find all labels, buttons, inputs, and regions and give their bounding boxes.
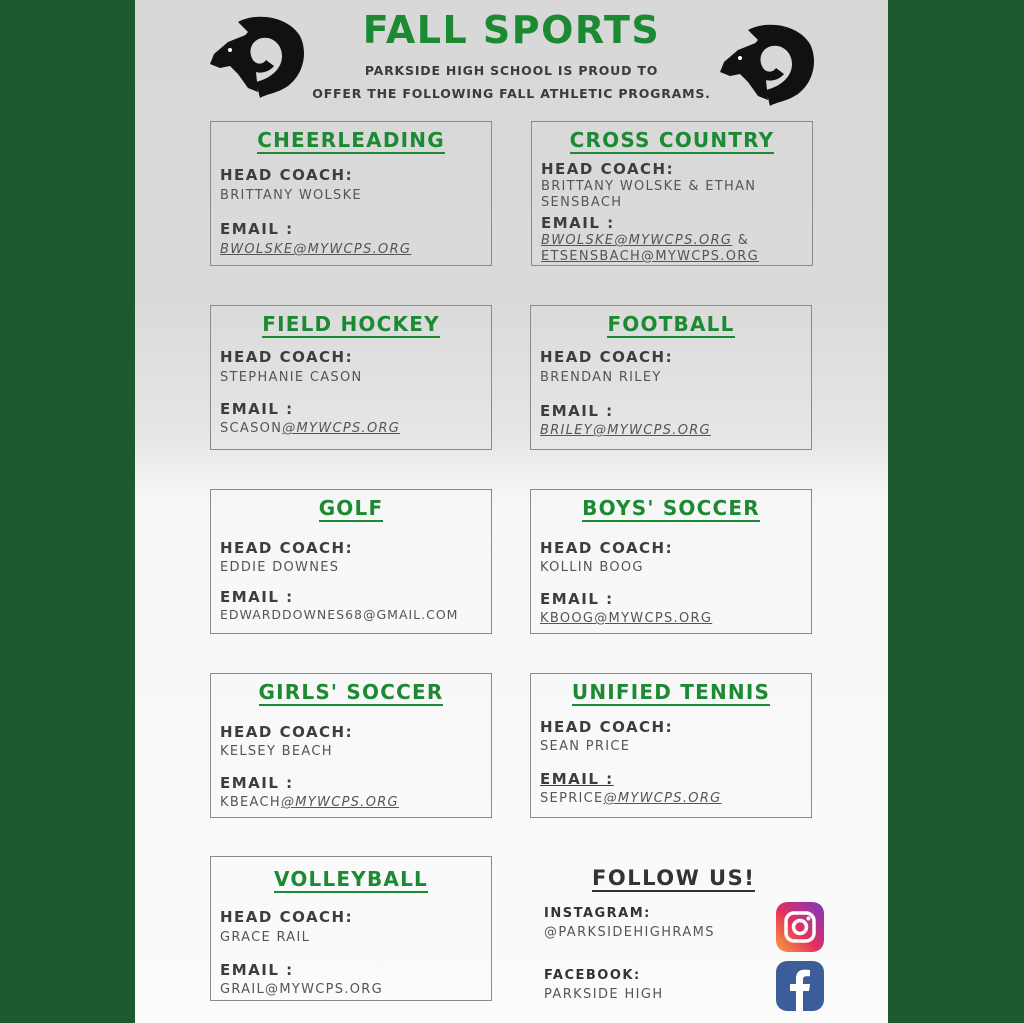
coach-name: GRACE RAIL — [220, 930, 311, 945]
sport-card-cheerleading — [210, 121, 492, 266]
email-label: EMAIL : — [220, 774, 294, 792]
sport-card-football — [530, 305, 812, 450]
sport-card-golf — [210, 489, 492, 634]
facebook-handle[interactable]: PARKSIDE HIGH — [544, 987, 664, 1002]
page-title: FALL SPORTS — [362, 8, 661, 52]
facebook-label: FACEBOOK: — [544, 968, 641, 983]
email-label: EMAIL : — [540, 402, 614, 420]
coach-name: BRENDAN RILEY — [540, 370, 662, 385]
head-coach-label: HEAD COACH: — [220, 539, 354, 557]
sport-card-volleyball — [210, 856, 492, 1001]
head-coach-label: HEAD COACH: — [220, 908, 354, 926]
subtitle-line-2: OFFER THE FOLLOWING FALL ATHLETIC PROGRAMS. — [312, 86, 711, 101]
coach-name: EDDIE DOWNES — [220, 560, 340, 575]
sport-card-field-hockey — [210, 305, 492, 450]
sport-card-cross-country — [531, 121, 813, 266]
email-label: EMAIL : — [220, 588, 294, 606]
coach-name: STEPHANIE CASON — [220, 370, 363, 385]
fall-sports-poster — [135, 0, 888, 1023]
email-label: EMAIL : — [220, 961, 294, 979]
sport-name: FOOTBALL — [607, 312, 735, 336]
email-label: EMAIL : — [540, 590, 614, 608]
head-coach-label: HEAD COACH: — [220, 348, 354, 366]
head-coach-label: HEAD COACH: — [220, 166, 354, 184]
sport-card-unified-tennis — [530, 673, 812, 818]
coach-name: SEAN PRICE — [540, 739, 631, 754]
head-coach-label: HEAD COACH: — [220, 723, 354, 741]
email-link[interactable]: @MYWCPS.ORG — [282, 421, 401, 436]
coach-name-line-2: SENSBACH — [541, 195, 623, 210]
sport-card-boys-soccer — [530, 489, 812, 634]
instagram-icon[interactable] — [776, 902, 824, 952]
email-link[interactable]: BRILEY@MYWCPS.ORG — [540, 423, 711, 438]
sport-name: CHEERLEADING — [257, 128, 445, 152]
email-link[interactable]: @MYWCPS.ORG — [280, 795, 399, 810]
head-coach-label: HEAD COACH: — [540, 348, 674, 366]
instagram-handle[interactable]: @PARKSIDEHIGHRAMS — [544, 925, 715, 940]
email-ampersand: & — [732, 233, 750, 248]
sport-name: GIRLS' SOCCER — [258, 680, 444, 704]
head-coach-label: HEAD COACH: — [541, 160, 675, 178]
email-address[interactable]: GRAIL@MYWCPS.ORG — [220, 982, 383, 997]
sport-name: VOLLEYBALL — [274, 867, 428, 891]
coach-name: KELSEY BEACH — [220, 744, 333, 759]
sport-name: CROSS COUNTRY — [569, 128, 775, 152]
sport-card-girls-soccer — [210, 673, 492, 818]
sport-name: GOLF — [318, 496, 384, 520]
email-address[interactable]: EDWARDDOWNES68@GMAIL.COM — [220, 607, 459, 622]
email-link[interactable]: @MYWCPS.ORG — [603, 791, 722, 806]
sport-name: FIELD HOCKEY — [262, 312, 440, 336]
sport-name: UNIFIED TENNIS — [571, 680, 771, 704]
coach-name-line-1: BRITTANY WOLSKE & ETHAN — [541, 179, 757, 194]
subtitle-line-1: PARKSIDE HIGH SCHOOL IS PROUD TO — [364, 63, 659, 78]
email-label: EMAIL : — [220, 220, 294, 238]
follow-us-heading: FOLLOW US! — [592, 866, 756, 890]
sport-name: BOYS' SOCCER — [582, 496, 760, 520]
email-label: EMAIL : — [541, 214, 615, 232]
email-link[interactable]: BWOLSKE@MYWCPS.ORG — [541, 233, 733, 248]
email-link[interactable]: BWOLSKE@MYWCPS.ORG — [220, 242, 412, 257]
head-coach-label: HEAD COACH: — [540, 539, 674, 557]
email-link-2[interactable]: ETSENSBACH@MYWCPS.ORG — [541, 249, 759, 264]
coach-name: KOLLIN BOOG — [540, 560, 644, 575]
email-label: EMAIL : — [220, 400, 294, 418]
email-user: KBEACH — [220, 795, 281, 810]
coach-name: BRITTANY WOLSKE — [220, 188, 362, 203]
head-coach-label: HEAD COACH: — [540, 718, 674, 736]
facebook-icon[interactable] — [776, 961, 824, 1011]
email-user: SEPRICE — [540, 791, 604, 806]
email-link[interactable]: KBOOG@MYWCPS.ORG — [540, 611, 713, 626]
email-label: EMAIL : — [540, 770, 614, 788]
email-user: SCASON — [220, 421, 283, 436]
instagram-label: INSTAGRAM: — [544, 906, 651, 921]
